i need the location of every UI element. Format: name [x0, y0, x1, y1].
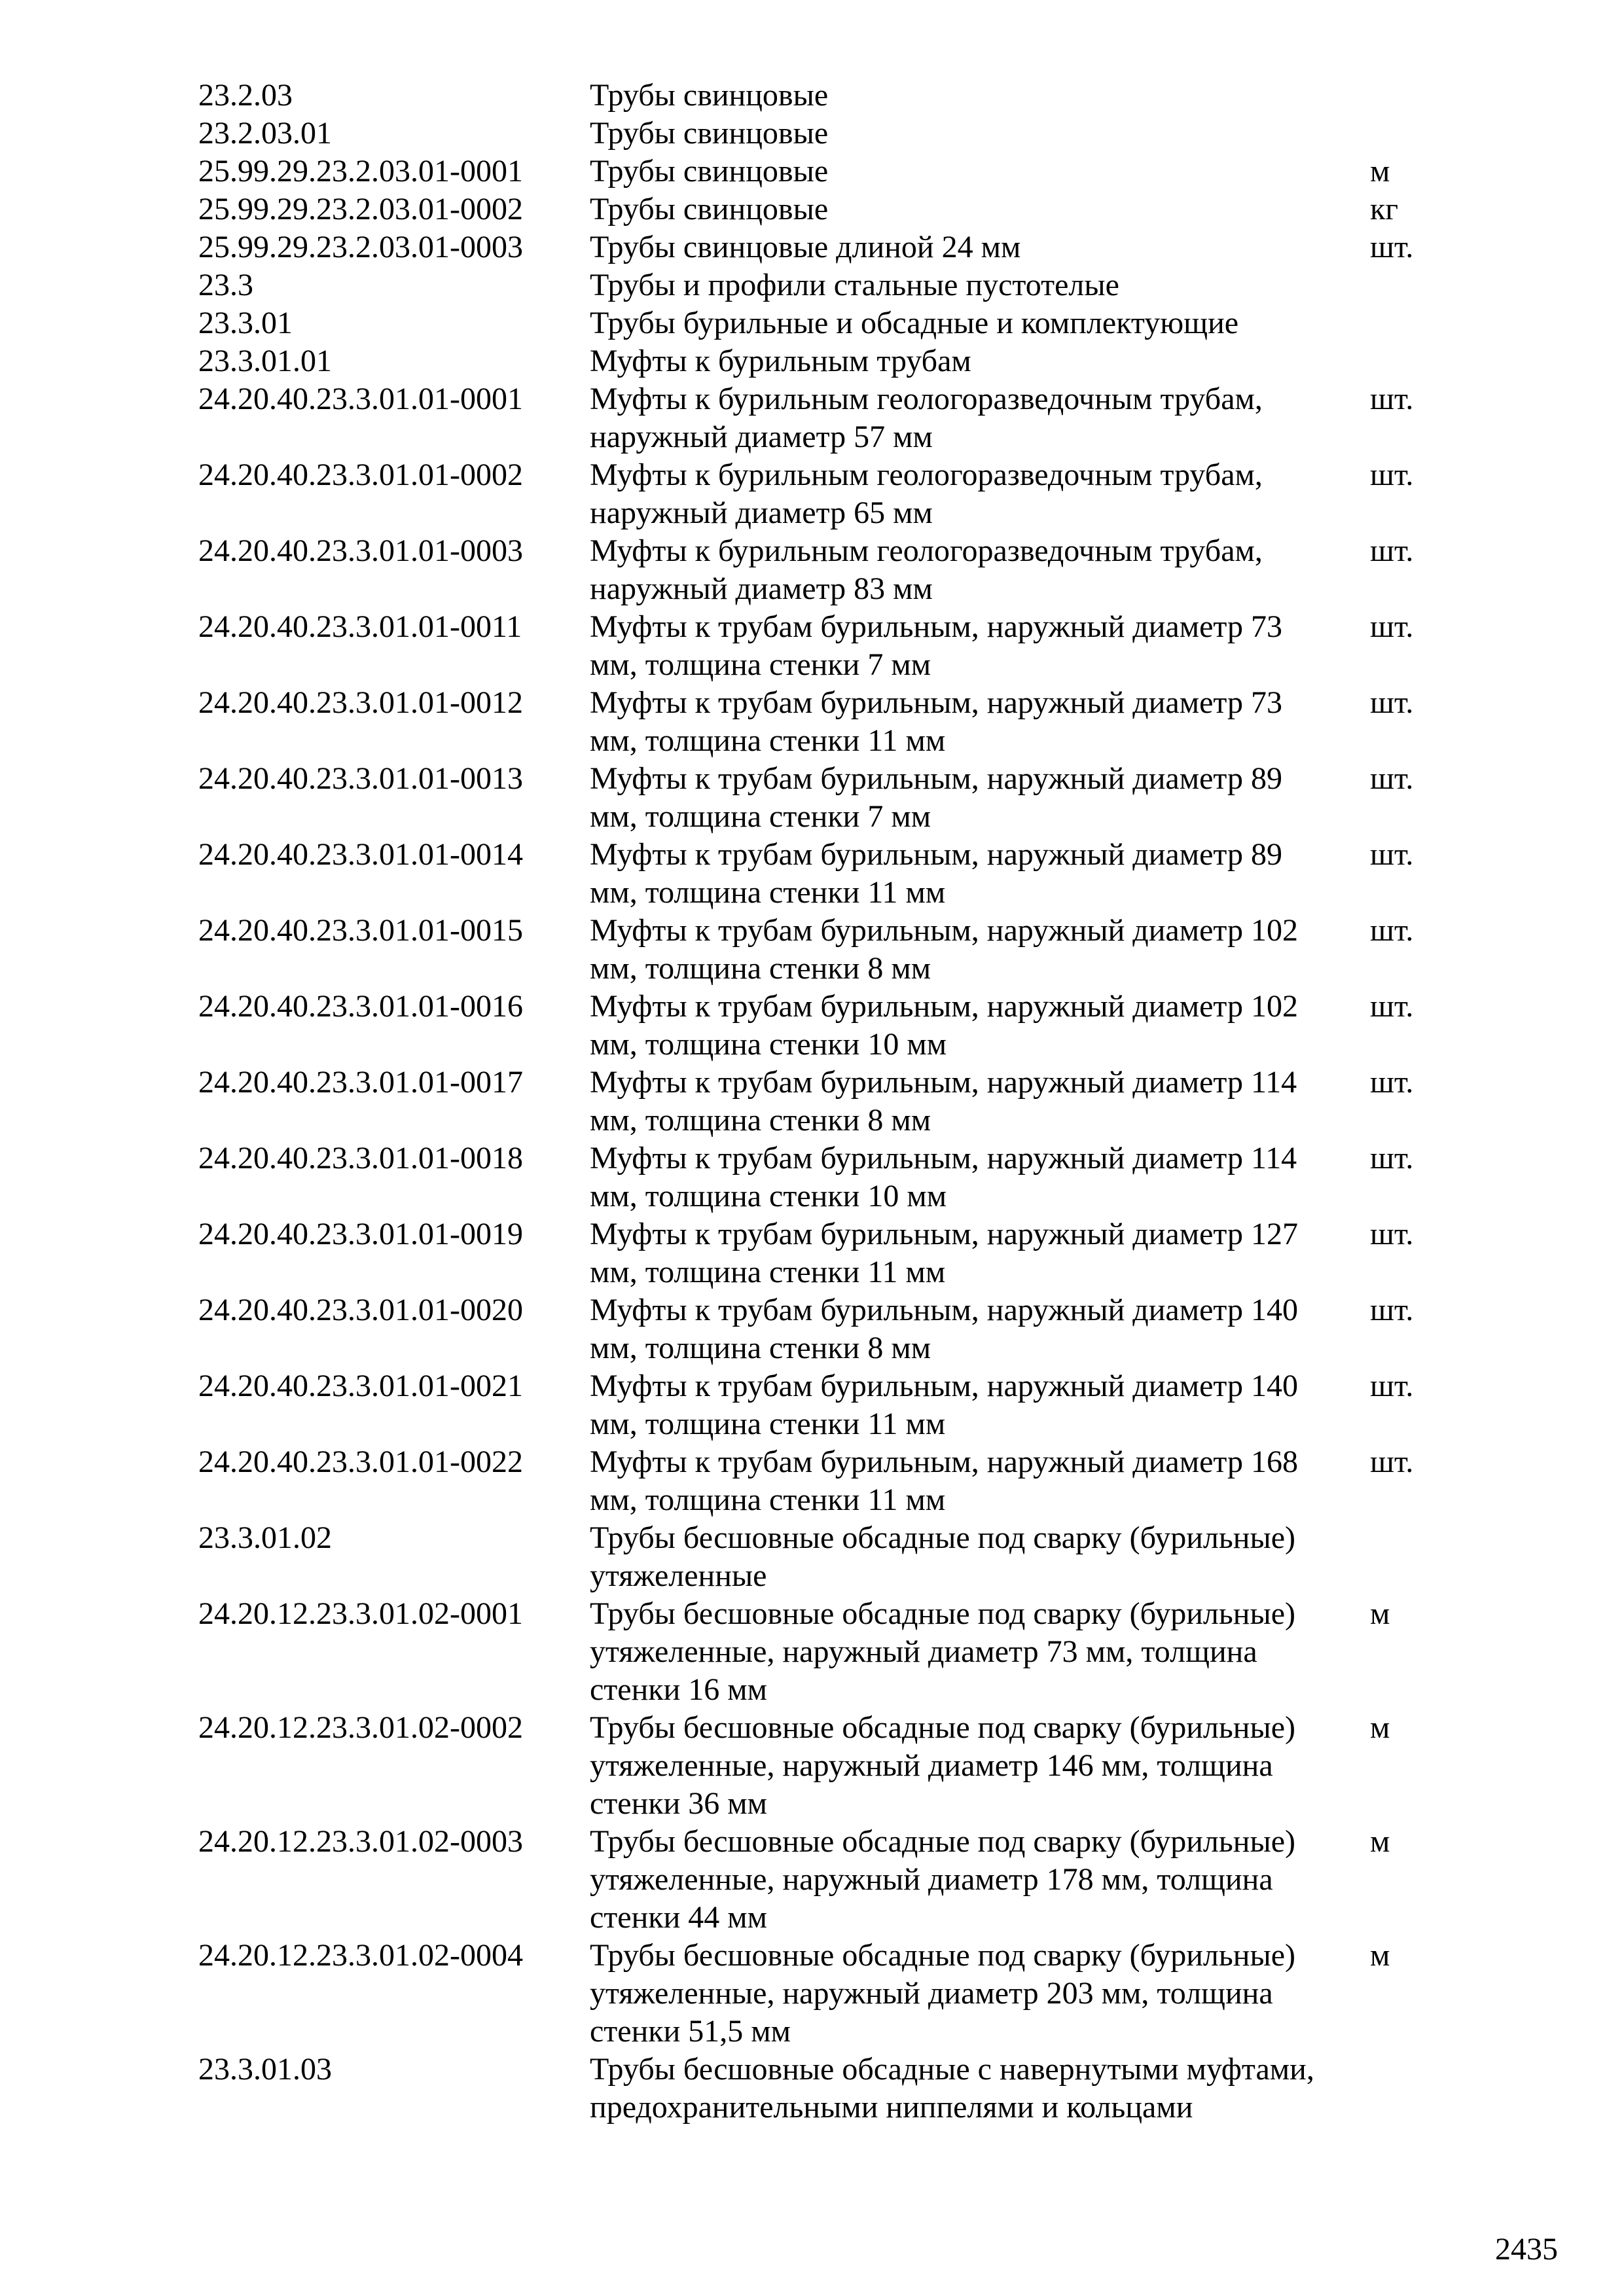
row-code: 23.3.01 — [198, 306, 293, 340]
row-name: Муфты к трубам бурильным, наружный диаметр 89 мм, толщина стенки 11 мм — [590, 837, 1282, 910]
row-name: Трубы бесшовные обсадные под сварку (бурильные) утяжеленные, наружный диаметр 203 мм, толщина стенки 51,5 мм — [590, 1938, 1295, 2049]
row-name: Трубы и профили стальные пустотелые — [590, 268, 1119, 302]
row-unit: м — [1370, 1824, 1390, 1859]
row-code: 24.20.12.23.3.01.02-0004 — [198, 1938, 523, 1973]
row-name: Муфты к трубам бурильным, наружный диаметр 127 мм, толщина стенки 11 мм — [590, 1217, 1298, 1289]
row-unit: шт. — [1370, 989, 1414, 1024]
row-unit: м — [1370, 1938, 1390, 1973]
row-code: 23.2.03.01 — [198, 116, 332, 151]
row-name: Муфты к трубам бурильным, наружный диаметр 168 мм, толщина стенки 11 мм — [590, 1444, 1298, 1517]
row-unit: шт. — [1370, 1369, 1414, 1403]
row-code: 24.20.40.23.3.01.01-0020 — [198, 1293, 523, 1327]
row-unit: шт. — [1370, 1293, 1414, 1327]
row-unit: шт. — [1370, 533, 1414, 568]
row-name: Трубы бесшовные обсадные под сварку (бурильные) утяжеленные, наружный диаметр 178 мм, толщина стенки 44 мм — [590, 1824, 1295, 1935]
row-code: 24.20.12.23.3.01.02-0001 — [198, 1596, 523, 1631]
row-name: Муфты к трубам бурильным, наружный диаметр 73 мм, толщина стенки 7 мм — [590, 609, 1282, 682]
row-name: Муфты к трубам бурильным, наружный диаметр 114 мм, толщина стенки 8 мм — [590, 1065, 1297, 1138]
row-code: 23.3.01.03 — [198, 2052, 332, 2087]
row-name: Муфты к трубам бурильным, наружный диаметр 102 мм, толщина стенки 8 мм — [590, 913, 1298, 986]
row-unit: шт. — [1370, 609, 1414, 644]
row-code: 25.99.29.23.2.03.01-0003 — [198, 230, 523, 264]
row-name: Трубы бесшовные обсадные под сварку (бурильные) утяжеленные — [590, 1520, 1295, 1593]
row-name: Муфты к бурильным геологоразведочным трубам, наружный диаметр 65 мм — [590, 457, 1263, 530]
row-code: 24.20.40.23.3.01.01-0013 — [198, 761, 523, 796]
row-unit: шт. — [1370, 382, 1414, 416]
row-code: 24.20.40.23.3.01.01-0022 — [198, 1444, 523, 1479]
row-code: 24.20.40.23.3.01.01-0019 — [198, 1217, 523, 1251]
row-name: Муфты к трубам бурильным, наружный диаметр 73 мм, толщина стенки 11 мм — [590, 685, 1282, 758]
page-number: 2435 — [1495, 2232, 1558, 2267]
row-code: 25.99.29.23.2.03.01-0002 — [198, 192, 523, 226]
row-name: Муфты к трубам бурильным, наружный диаметр 102 мм, толщина стенки 10 мм — [590, 989, 1298, 1062]
row-unit: м — [1370, 1596, 1390, 1631]
row-code: 24.20.40.23.3.01.01-0014 — [198, 837, 523, 872]
row-name: Трубы свинцовые — [590, 78, 829, 113]
row-code: 24.20.40.23.3.01.01-0001 — [198, 382, 523, 416]
row-code: 24.20.40.23.3.01.01-0018 — [198, 1141, 523, 1175]
row-unit: шт. — [1370, 1444, 1414, 1479]
row-name: Муфты к трубам бурильным, наружный диаметр 140 мм, толщина стенки 11 мм — [590, 1369, 1298, 1441]
row-code: 24.20.40.23.3.01.01-0012 — [198, 685, 523, 720]
row-name: Трубы свинцовые — [590, 116, 829, 151]
row-name: Муфты к бурильным геологоразведочным трубам, наружный диаметр 57 мм — [590, 382, 1263, 454]
row-unit: шт. — [1370, 685, 1414, 720]
row-name: Муфты к трубам бурильным, наружный диаметр 114 мм, толщина стенки 10 мм — [590, 1141, 1297, 1213]
row-name: Трубы бурильные и обсадные и комплектующие — [590, 306, 1239, 340]
row-code: 23.2.03 — [198, 78, 293, 113]
row-name: Трубы бесшовные обсадные под сварку (бурильные) утяжеленные, наружный диаметр 73 мм, толщина стенки 16 мм — [590, 1596, 1295, 1707]
row-name: Муфты к бурильным трубам — [590, 344, 971, 378]
row-code: 23.3.01.01 — [198, 344, 332, 378]
row-name: Муфты к трубам бурильным, наружный диаметр 89 мм, толщина стенки 7 мм — [590, 761, 1282, 834]
row-unit: шт. — [1370, 837, 1414, 872]
row-unit: м — [1370, 1710, 1390, 1745]
row-code: 24.20.12.23.3.01.02-0002 — [198, 1710, 523, 1745]
row-name: Трубы свинцовые — [590, 192, 829, 226]
row-name: Муфты к трубам бурильным, наружный диаметр 140 мм, толщина стенки 8 мм — [590, 1293, 1298, 1365]
row-name: Трубы бесшовные обсадные с навернутыми муфтами, предохранительными ниппелями и кольцами — [590, 2052, 1314, 2125]
row-name: Трубы бесшовные обсадные под сварку (бурильные) утяжеленные, наружный диаметр 146 мм, толщина стенки 36 мм — [590, 1710, 1295, 1821]
row-code: 24.20.40.23.3.01.01-0002 — [198, 457, 523, 492]
row-code: 24.20.40.23.3.01.01-0017 — [198, 1065, 523, 1100]
row-code: 24.20.40.23.3.01.01-0021 — [198, 1369, 523, 1403]
row-unit: шт. — [1370, 457, 1414, 492]
row-unit: шт. — [1370, 1217, 1414, 1251]
row-code: 24.20.40.23.3.01.01-0003 — [198, 533, 523, 568]
row-name: Трубы свинцовые — [590, 154, 829, 188]
row-code: 23.3 — [198, 268, 253, 302]
row-name: Трубы свинцовые длиной 24 мм — [590, 230, 1021, 264]
row-code: 24.20.12.23.3.01.02-0003 — [198, 1824, 523, 1859]
row-code: 24.20.40.23.3.01.01-0015 — [198, 913, 523, 948]
row-unit: шт. — [1370, 1141, 1414, 1175]
row-unit: шт. — [1370, 1065, 1414, 1100]
row-code: 24.20.40.23.3.01.01-0011 — [198, 609, 522, 644]
row-code: 25.99.29.23.2.03.01-0001 — [198, 154, 523, 188]
row-unit: шт. — [1370, 761, 1414, 796]
row-code: 24.20.40.23.3.01.01-0016 — [198, 989, 523, 1024]
row-code: 23.3.01.02 — [198, 1520, 332, 1555]
row-unit: кг — [1370, 192, 1399, 226]
row-name: Муфты к бурильным геологоразведочным трубам, наружный диаметр 83 мм — [590, 533, 1263, 606]
row-unit: шт. — [1370, 230, 1414, 264]
row-unit: м — [1370, 154, 1390, 188]
row-unit: шт. — [1370, 913, 1414, 948]
